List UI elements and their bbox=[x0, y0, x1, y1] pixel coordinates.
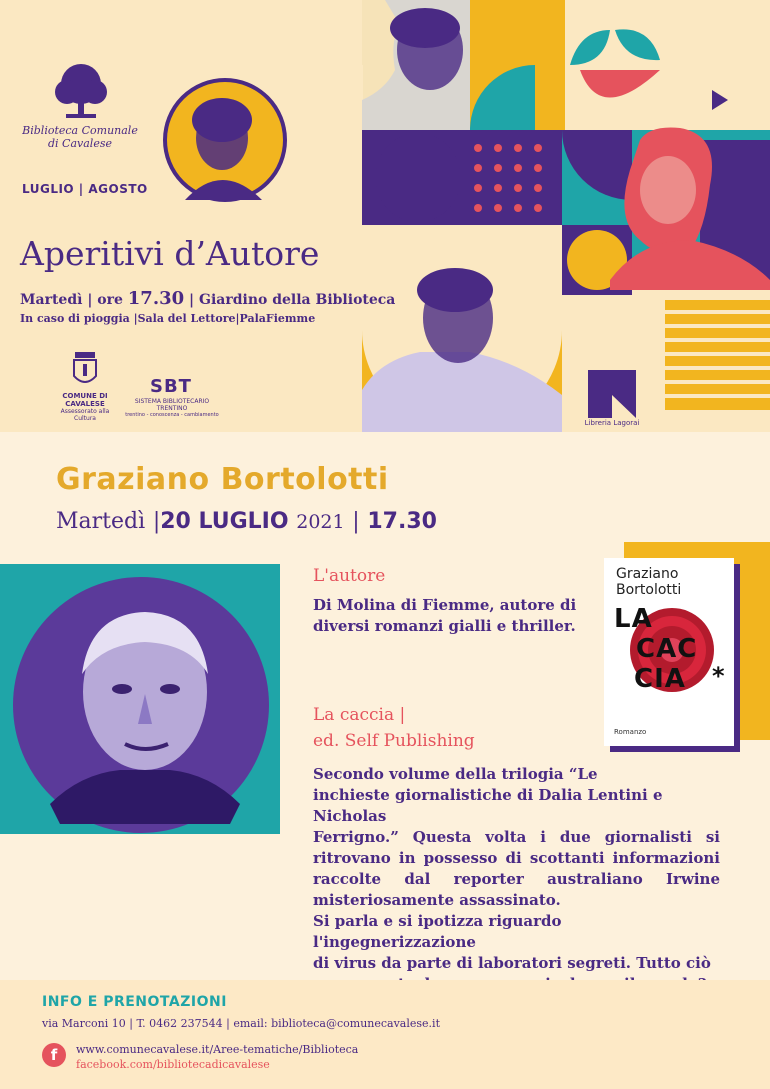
lagorai-label: Libreria Lagorai bbox=[584, 419, 640, 427]
contact-line: via Marconi 10 | T. 0462 237544 | email: biblioteca@comunecavalese.it bbox=[42, 1017, 440, 1030]
library-name bbox=[20, 124, 140, 150]
comune-crest-icon bbox=[72, 352, 98, 388]
author-portrait bbox=[10, 574, 272, 836]
desc-line-6: misteriosamente assassinato. bbox=[313, 891, 561, 909]
library-name-line2: di Cavalese bbox=[48, 137, 112, 150]
book-description bbox=[313, 764, 720, 995]
header-banner bbox=[0, 0, 770, 432]
book-heading-line2: ed. Self Publishing bbox=[313, 731, 475, 751]
rain-line: In caso di pioggia |Sala del Lettore|PalaFiemme bbox=[20, 312, 316, 325]
comune-line1: COMUNE DI bbox=[62, 392, 108, 400]
schedule-line bbox=[20, 288, 395, 309]
author-heading: L'autore bbox=[313, 566, 386, 586]
sbt-line2: trentino - conoscenza - cambiamento bbox=[125, 412, 219, 418]
author-desc-line1: Di Molina di Fiemme, autore di bbox=[313, 596, 577, 614]
desc-line-2: inchieste giornalistiche di Dalia Lentini e Nicholas bbox=[313, 786, 663, 825]
cover-title-cia: CIA bbox=[634, 664, 686, 694]
comune-line2: CAVALESE bbox=[65, 400, 105, 408]
footer bbox=[0, 980, 770, 1089]
event-date: Martedì |20 LUGLIO 2021 | 17.30 bbox=[56, 509, 437, 534]
sbt-text bbox=[124, 398, 220, 418]
book-heading-line1: La caccia | bbox=[313, 705, 406, 725]
cover-title-la: LA bbox=[614, 604, 653, 634]
date-time: 17.30 bbox=[367, 509, 437, 534]
schedule-time-prefix: | ore bbox=[87, 292, 123, 308]
cover-title-cac: CAC bbox=[636, 634, 698, 664]
schedule-place: | Giardino della Biblioteca bbox=[189, 292, 396, 308]
desc-line-7: Si parla e si ipotizza riguardo l'ingegnerizzazione bbox=[313, 912, 562, 951]
desc-line-5: raccolte dal reporter australiano Irwine bbox=[313, 870, 720, 888]
date-year: 2021 bbox=[296, 511, 345, 533]
info-title: INFO E PRENOTAZIONI bbox=[42, 994, 227, 1010]
comune-text bbox=[50, 392, 120, 422]
desc-line-8: di virus da parte di laboratori segreti. Tutto ciò bbox=[313, 954, 711, 972]
comune-line3: Assessorato alla Cultura bbox=[60, 408, 110, 422]
facebook-icon[interactable]: f bbox=[42, 1043, 66, 1067]
desc-line-1: Secondo volume della trilogia “Le bbox=[313, 765, 598, 783]
schedule-day: Martedì bbox=[20, 292, 83, 308]
cover-title bbox=[614, 604, 697, 694]
facebook-link[interactable]: facebook.com/bibliotecadicavalese bbox=[76, 1058, 270, 1071]
author-description bbox=[313, 595, 576, 637]
date-sep: | bbox=[352, 509, 360, 534]
cover-author bbox=[616, 566, 681, 598]
series-title: Aperitivi d’Autore bbox=[20, 234, 320, 273]
geometric-artwork bbox=[0, 0, 770, 432]
months-label: LUGLIO | AGOSTO bbox=[22, 182, 148, 196]
sbt-line1: SISTEMA BIBLIOTECARIO TRENTINO bbox=[134, 398, 210, 412]
website-link[interactable]: www.comunecavalese.it/Aree-tematiche/Biblioteca bbox=[76, 1043, 359, 1056]
desc-line-3: Ferrigno.” Questa volta i due giornalisti si bbox=[313, 828, 720, 846]
cover-author-line1: Graziano bbox=[616, 566, 679, 582]
cover-subtitle: Romanzo bbox=[614, 728, 647, 736]
schedule-time: 17.30 bbox=[127, 288, 185, 309]
author-name: Graziano Bortolotti bbox=[56, 462, 389, 497]
cover-asterisk: * bbox=[712, 662, 725, 690]
library-name-line1: Biblioteca Comunale bbox=[22, 124, 138, 137]
date-day: Martedì bbox=[56, 509, 146, 534]
desc-line-4: ritrovano in possesso di scottanti informazioni bbox=[313, 849, 720, 867]
book-heading bbox=[313, 702, 475, 754]
cover-author-line2: Bortolotti bbox=[616, 582, 682, 598]
event-section bbox=[0, 432, 770, 980]
author-desc-line2: diversi romanzi gialli e thriller. bbox=[313, 617, 576, 635]
book-cover bbox=[604, 558, 734, 746]
date-num: 20 LUGLIO bbox=[160, 509, 289, 534]
library-tree-icon bbox=[52, 62, 110, 120]
sbt-logo: SBT bbox=[150, 376, 192, 397]
